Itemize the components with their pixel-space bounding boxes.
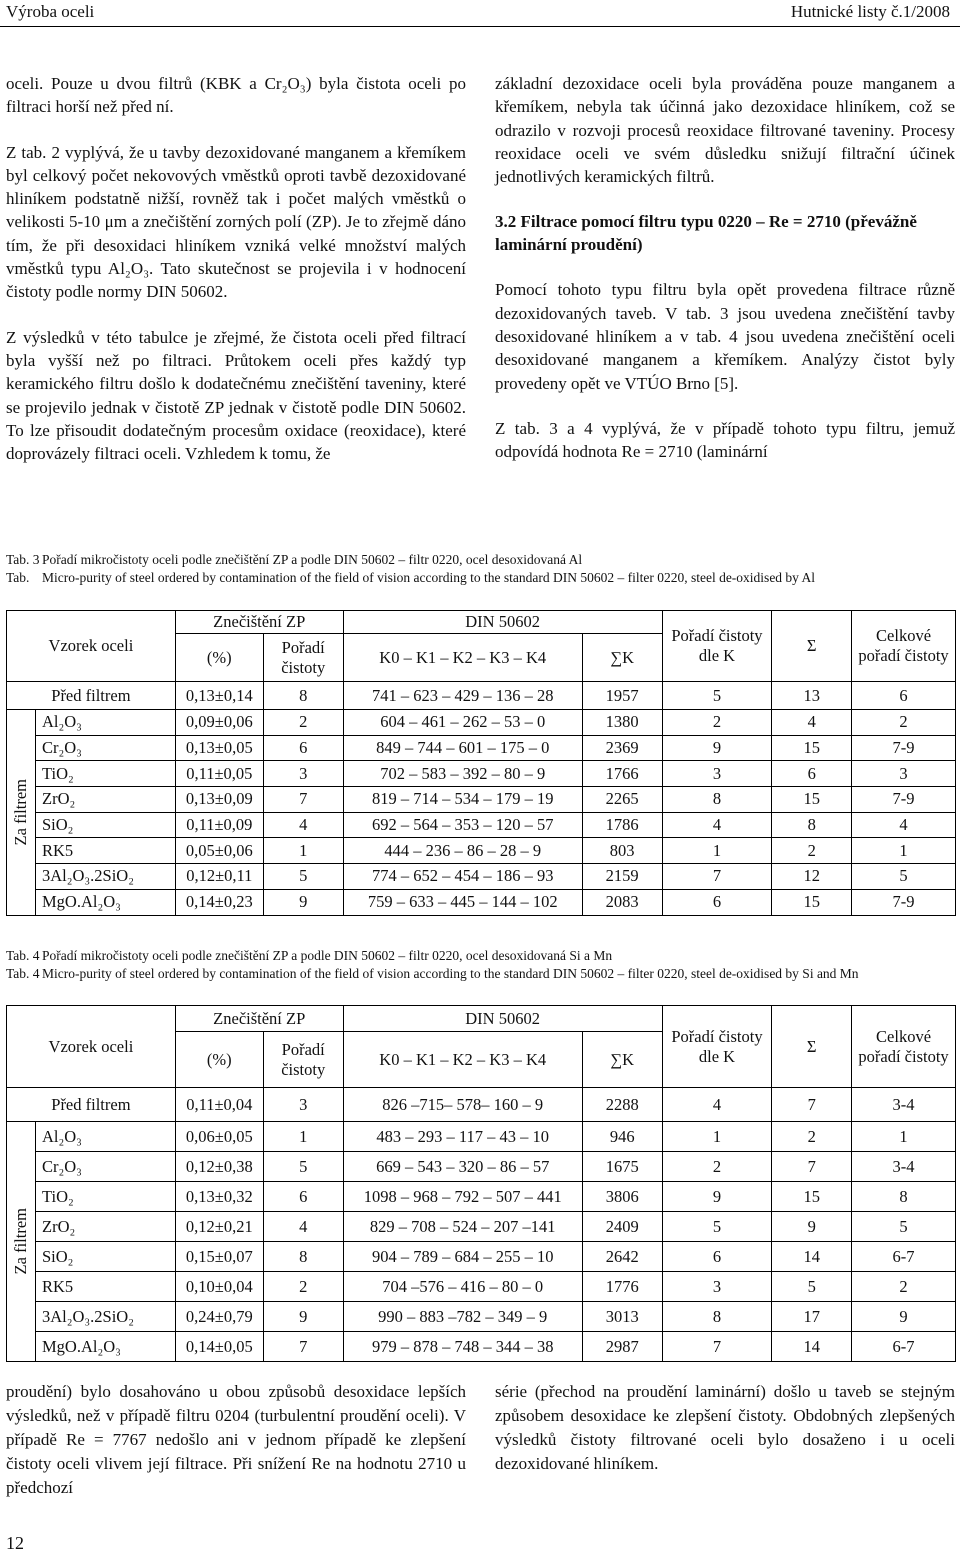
group-label-cell — [7, 1122, 36, 1362]
cell-sample: Před filtrem — [7, 1088, 176, 1122]
running-header — [0, 0, 960, 24]
cell-sample: Al₂O₃ — [36, 1122, 176, 1152]
cell-sigma: 2 — [772, 1122, 852, 1152]
cell-sigma: 6 — [772, 761, 852, 787]
cell-sigma: 5 — [772, 1272, 852, 1302]
cell-sum-k: 1380 — [582, 710, 662, 736]
table4-caption — [6, 947, 956, 983]
cell-sample: MgO.Al₂O₃ — [36, 1332, 176, 1362]
cell-total: 2 — [852, 710, 956, 736]
cell-din: 483 – 293 – 117 – 43 – 10 — [343, 1122, 582, 1152]
table3-caption-cz: Pořadí mikročistoty oceli podle znečištění ZP a podle DIN 50602 – filtr 0220, ocel desoxidovaná Al — [42, 552, 583, 567]
cell-sigma: 14 — [772, 1242, 852, 1272]
cell-total: 3 — [852, 761, 956, 787]
cell-sample: 3Al₂O₃.2SiO₂ — [36, 864, 176, 890]
group-label: Za filtrem — [11, 779, 30, 846]
cell-din: 849 – 744 – 601 – 175 – 0 — [343, 735, 582, 761]
cell-sample: ZrO₂ — [36, 1212, 176, 1242]
cell-total: 3-4 — [852, 1152, 956, 1182]
section-heading: 3.2 Filtrace pomocí filtru typu 0220 – Re = 2710 (převážně laminární proudění) — [495, 212, 917, 255]
table-row — [7, 864, 956, 890]
cell-zp: 0,10±0,04 — [175, 1272, 263, 1302]
col-header-order-k: Pořadí čistoty dle K — [662, 1006, 772, 1088]
cell-zp: 0,05±0,06 — [175, 838, 263, 864]
table-row — [7, 1332, 956, 1362]
cell-din: 759 – 633 – 445 – 144 – 102 — [343, 889, 582, 915]
table3 — [6, 610, 956, 916]
cell-zp: 0,13±0,32 — [175, 1182, 263, 1212]
cell-sum-k: 2987 — [582, 1332, 662, 1362]
table3-caption-en: Micro-purity of steel ordered by contamination of the field of vision according to the standard DIN 50602 – filter 0220, steel de-oxidised by Al — [42, 570, 816, 585]
cell-total: 3-4 — [852, 1088, 956, 1122]
table-row — [7, 1272, 956, 1302]
cell-din: 774 – 652 – 454 – 186 – 93 — [343, 864, 582, 890]
cell-total: 6-7 — [852, 1242, 956, 1272]
cell-zp-order: 9 — [263, 1302, 343, 1332]
cell-zp-order: 2 — [263, 710, 343, 736]
col-header-zp-pct: (%) — [175, 1032, 263, 1088]
left-paragraph-1: oceli. Pouze u dvou filtrů (KBK a Cr₂O₃) byla čistota oceli po filtraci horší než před ní. — [6, 74, 466, 117]
table-row — [7, 1302, 956, 1332]
cell-din: 702 – 583 – 392 – 80 – 9 — [343, 761, 582, 787]
table3-caption — [6, 551, 956, 587]
cell-zp-order: 4 — [263, 1212, 343, 1242]
col-header-sigma: Σ — [772, 1006, 852, 1088]
right-paragraph-2: Pomocí tohoto typu filtru byla opět provedena filtrace různě dezoxidovaných taveb. V tab. 3 jsou uvedena znečištění tavby desoxidované hliníkem a v tab. 4 jsou uvedena znečištění oceli desoxidované manganem a křemíkem. Analýzy čistot byly provedeny opět ve VTÚO Brno [5]. — [495, 280, 955, 393]
cell-zp-order: 3 — [263, 1088, 343, 1122]
cell-order-k: 1 — [662, 1122, 772, 1152]
cell-sample: RK5 — [36, 838, 176, 864]
cell-sample: ZrO₂ — [36, 787, 176, 813]
cell-sample: 3Al₂O₃.2SiO₂ — [36, 1302, 176, 1332]
col-header-sigma: Σ — [772, 611, 852, 682]
cell-sum-k: 3806 — [582, 1182, 662, 1212]
group-label: Za filtrem — [11, 1208, 30, 1275]
table-row — [7, 735, 956, 761]
cell-sigma: 7 — [772, 1088, 852, 1122]
cell-sum-k: 1776 — [582, 1272, 662, 1302]
cell-din: 692 – 564 – 353 – 120 – 57 — [343, 812, 582, 838]
table-row — [7, 1182, 956, 1212]
cell-zp-order: 7 — [263, 1332, 343, 1362]
cell-sum-k: 803 — [582, 838, 662, 864]
table4 — [6, 1005, 956, 1362]
table-row — [7, 889, 956, 915]
table-row — [7, 787, 956, 813]
cell-total: 5 — [852, 1212, 956, 1242]
cell-din: 669 – 543 – 320 – 86 – 57 — [343, 1152, 582, 1182]
cell-total: 7-9 — [852, 735, 956, 761]
cell-total: 7-9 — [852, 889, 956, 915]
table3-caption-cz-label: Tab. 3 — [6, 552, 40, 567]
table-row — [7, 1088, 956, 1122]
cell-din: 829 – 708 – 524 – 207 –141 — [343, 1212, 582, 1242]
bottom-left-column — [6, 1380, 466, 1522]
right-paragraph-3: Z tab. 3 a 4 vyplývá, že v případě tohoto typu filtru, jemuž odpovídá hodnota Re = 2710 (laminární — [495, 418, 955, 462]
cell-zp-order: 8 — [263, 682, 343, 710]
table-row — [7, 761, 956, 787]
header-rule — [0, 26, 960, 27]
cell-din: 904 – 789 – 684 – 255 – 10 — [343, 1242, 582, 1272]
cell-sum-k: 2369 — [582, 735, 662, 761]
cell-total: 6-7 — [852, 1332, 956, 1362]
cell-din: 990 – 883 –782 – 349 – 9 — [343, 1302, 582, 1332]
cell-zp-order: 8 — [263, 1242, 343, 1272]
header-left: Výroba oceli — [6, 2, 95, 21]
cell-sigma: 14 — [772, 1332, 852, 1362]
left-column — [6, 72, 466, 487]
table4-caption-en-label: Tab. 4 — [6, 966, 40, 981]
group-label-cell — [7, 710, 36, 916]
cell-sample: RK5 — [36, 1272, 176, 1302]
cell-total: 2 — [852, 1272, 956, 1302]
col-header-din: DIN 50602 — [343, 1006, 662, 1032]
cell-zp: 0,14±0,23 — [175, 889, 263, 915]
cell-sum-k: 2409 — [582, 1212, 662, 1242]
col-header-din: DIN 50602 — [343, 611, 662, 634]
cell-order-k: 4 — [662, 812, 772, 838]
cell-order-k: 5 — [662, 1212, 772, 1242]
cell-zp: 0,13±0,14 — [175, 682, 263, 710]
table-row — [7, 1242, 956, 1272]
cell-zp: 0,14±0,05 — [175, 1332, 263, 1362]
cell-zp: 0,06±0,05 — [175, 1122, 263, 1152]
cell-order-k: 2 — [662, 710, 772, 736]
cell-total: 1 — [852, 838, 956, 864]
cell-sample: TiO₂ — [36, 1182, 176, 1212]
cell-total: 4 — [852, 812, 956, 838]
col-header-sum-k: ∑K — [582, 1032, 662, 1088]
cell-zp: 0,13±0,05 — [175, 735, 263, 761]
col-header-zp: Znečištění ZP — [175, 1006, 343, 1032]
cell-zp-order: 6 — [263, 735, 343, 761]
cell-sum-k: 2642 — [582, 1242, 662, 1272]
cell-zp-order: 6 — [263, 1182, 343, 1212]
cell-sigma: 4 — [772, 710, 852, 736]
cell-sample: SiO₂ — [36, 1242, 176, 1272]
cell-din: 1098 – 968 – 792 – 507 – 441 — [343, 1182, 582, 1212]
cell-sigma: 12 — [772, 864, 852, 890]
col-header-zp-order: Pořadí čistoty — [263, 634, 343, 682]
cell-sigma: 7 — [772, 1152, 852, 1182]
cell-din: 979 – 878 – 748 – 344 – 38 — [343, 1332, 582, 1362]
table-row — [7, 1152, 956, 1182]
cell-order-k: 9 — [662, 735, 772, 761]
cell-total: 8 — [852, 1182, 956, 1212]
table4-caption-cz: Pořadí mikročistoty oceli podle znečištění ZP a podle DIN 50602 – filtr 0220, ocel desoxidovaná Si a Mn — [42, 948, 613, 963]
cell-din: 819 – 714 – 534 – 179 – 19 — [343, 787, 582, 813]
cell-order-k: 2 — [662, 1152, 772, 1182]
cell-total: 6 — [852, 682, 956, 710]
cell-zp: 0,09±0,06 — [175, 710, 263, 736]
cell-zp-order: 3 — [263, 761, 343, 787]
col-header-order-k: Pořadí čistoty dle K — [662, 611, 772, 682]
bottom-right-column — [495, 1380, 955, 1498]
col-header-zp-order: Pořadí čistoty — [263, 1032, 343, 1088]
cell-total: 9 — [852, 1302, 956, 1332]
cell-sample: Cr₂O₃ — [36, 735, 176, 761]
cell-zp-order: 5 — [263, 1152, 343, 1182]
left-paragraph-2: Z tab. 2 vyplývá, že u tavby dezoxidované manganem a křemíkem byl celkový počet nekovových vměstků oproti tavbě dezoxidované hliníkem podstatně nižší, rovněž tak i počet malých vměstků o velikosti 5-10 μm a znečištění zorných polí (ZP). Je to zřejmě dáno tím, že při desoxidaci hliníkem vzniká velké množství malých vměstků typu Al₂O₃. Tato skutečnost se projevila i v hodnocení čistoty podle normy DIN 50602. — [6, 142, 466, 302]
cell-sigma: 9 — [772, 1212, 852, 1242]
cell-zp: 0,11±0,04 — [175, 1088, 263, 1122]
cell-sum-k: 2159 — [582, 864, 662, 890]
col-header-zp: Znečištění ZP — [175, 611, 343, 634]
cell-zp: 0,13±0,09 — [175, 787, 263, 813]
cell-din: 826 –715– 578– 160 – 9 — [343, 1088, 582, 1122]
cell-order-k: 6 — [662, 889, 772, 915]
bottom-left-paragraph: proudění) bylo dosahováno u obou způsobů desoxidace lepších výsledků, než v případě filtru 0204 (turbulentní proudění oceli). V případě Re = 7767 nedošlo ani v jednom případě ke zlepšení čistoty oceli vlivem její filtrace. Při snížení Re na hodnotu 2710 u předchozí — [6, 1382, 466, 1497]
cell-sigma: 2 — [772, 838, 852, 864]
cell-zp-order: 5 — [263, 864, 343, 890]
cell-zp: 0,15±0,07 — [175, 1242, 263, 1272]
cell-total: 1 — [852, 1122, 956, 1152]
cell-order-k: 9 — [662, 1182, 772, 1212]
cell-sum-k: 1957 — [582, 682, 662, 710]
table-row — [7, 710, 956, 736]
cell-sample: TiO₂ — [36, 761, 176, 787]
cell-zp: 0,11±0,05 — [175, 761, 263, 787]
col-header-sum-k: ∑K — [582, 634, 662, 682]
cell-zp: 0,12±0,11 — [175, 864, 263, 890]
cell-zp-order: 7 — [263, 787, 343, 813]
cell-sigma: 15 — [772, 787, 852, 813]
cell-zp-order: 4 — [263, 812, 343, 838]
cell-sigma: 15 — [772, 735, 852, 761]
cell-order-k: 8 — [662, 787, 772, 813]
cell-sum-k: 2288 — [582, 1088, 662, 1122]
cell-zp: 0,24±0,79 — [175, 1302, 263, 1332]
col-header-zp-pct: (%) — [175, 634, 263, 682]
col-header-din-classes: K0 – K1 – K2 – K3 – K4 — [343, 634, 582, 682]
col-header-total: Celkové pořadí čistoty — [852, 1006, 956, 1088]
col-header-total: Celkové pořadí čistoty — [852, 611, 956, 682]
cell-order-k: 3 — [662, 1272, 772, 1302]
cell-sample: Před filtrem — [7, 682, 176, 710]
cell-sum-k: 2265 — [582, 787, 662, 813]
cell-sum-k: 946 — [582, 1122, 662, 1152]
cell-order-k: 7 — [662, 1332, 772, 1362]
cell-order-k: 4 — [662, 1088, 772, 1122]
header-right: Hutnické listy č.1/2008 — [790, 2, 950, 21]
cell-order-k: 8 — [662, 1302, 772, 1332]
cell-sample: Al₂O₃ — [36, 710, 176, 736]
right-paragraph-1: základní dezoxidace oceli byla prováděna pouze manganem a křemíkem, nebyla tak účinná jako dezoxidace hliníkem, což se odrazilo v rozvoji procesů reoxidace filtrované taveniny. Procesy reoxidace oceli ve svém důsledku snižují filtrační účinek jednotlivých keramických filtrů. — [495, 74, 955, 187]
cell-sample: Cr₂O₃ — [36, 1152, 176, 1182]
table3-caption-en-label: Tab. — [6, 570, 30, 585]
table-row — [7, 838, 956, 864]
cell-zp-order: 1 — [263, 838, 343, 864]
col-header-din-classes: K0 – K1 – K2 – K3 – K4 — [343, 1032, 582, 1088]
cell-sum-k: 1675 — [582, 1152, 662, 1182]
cell-sample: SiO₂ — [36, 812, 176, 838]
cell-din: 604 – 461 – 262 – 53 – 0 — [343, 710, 582, 736]
cell-sum-k: 1766 — [582, 761, 662, 787]
right-column — [495, 72, 955, 486]
cell-total: 7-9 — [852, 787, 956, 813]
table-row — [7, 682, 956, 710]
table-row — [7, 1212, 956, 1242]
table-row — [7, 1122, 956, 1152]
cell-order-k: 6 — [662, 1242, 772, 1272]
cell-zp-order: 9 — [263, 889, 343, 915]
cell-zp-order: 1 — [263, 1122, 343, 1152]
col-header-sample: Vzorek oceli — [7, 1006, 176, 1088]
cell-zp: 0,12±0,38 — [175, 1152, 263, 1182]
cell-order-k: 3 — [662, 761, 772, 787]
cell-order-k: 1 — [662, 838, 772, 864]
cell-zp: 0,11±0,09 — [175, 812, 263, 838]
cell-sigma: 15 — [772, 889, 852, 915]
cell-sigma: 13 — [772, 682, 852, 710]
cell-order-k: 5 — [662, 682, 772, 710]
col-header-sample: Vzorek oceli — [7, 611, 176, 682]
bottom-right-paragraph: série (přechod na proudění laminární) došlo u taveb se stejným způsobem desoxidace ke zlepšení čistoty. Obdobných zlepšených výsledků čistoty filtrované oceli bylo dosaženo i u oceli dezoxidované hliníkem. — [495, 1382, 955, 1473]
cell-order-k: 7 — [662, 864, 772, 890]
cell-sum-k: 1786 — [582, 812, 662, 838]
cell-zp-order: 2 — [263, 1272, 343, 1302]
cell-sum-k: 2083 — [582, 889, 662, 915]
table4-caption-cz-label: Tab. 4 — [6, 948, 40, 963]
table-row — [7, 812, 956, 838]
cell-total: 5 — [852, 864, 956, 890]
cell-din: 444 – 236 – 86 – 28 – 9 — [343, 838, 582, 864]
cell-sigma: 8 — [772, 812, 852, 838]
cell-zp: 0,12±0,21 — [175, 1212, 263, 1242]
cell-sum-k: 3013 — [582, 1302, 662, 1332]
cell-din: 704 –576 – 416 – 80 – 0 — [343, 1272, 582, 1302]
cell-sigma: 15 — [772, 1182, 852, 1212]
table4-caption-en: Micro-purity of steel ordered by contamination of the field of vision according to the standard DIN 50602 – filter 0220, steel de-oxidised by Si and Mn — [42, 966, 859, 981]
cell-sigma: 17 — [772, 1302, 852, 1332]
page-number: 12 — [6, 1533, 24, 1553]
left-paragraph-3: Z výsledků v této tabulce je zřejmé, že čistota oceli před filtrací byla vyšší než po filtraci. Průtokem oceli přes každý typ keramického filtru došlo k dodatečnému znečištění taveniny, které se projevilo jednak v čistotě ZP jednak v čistotě podle DIN 50602. To lze přisoudit dodatečným procesům oxidace (reoxidace), které doprovázely filtraci oceli. Vzhledem k tomu, že — [6, 327, 466, 464]
cell-din: 741 – 623 – 429 – 136 – 28 — [343, 682, 582, 710]
cell-sample: MgO.Al₂O₃ — [36, 889, 176, 915]
